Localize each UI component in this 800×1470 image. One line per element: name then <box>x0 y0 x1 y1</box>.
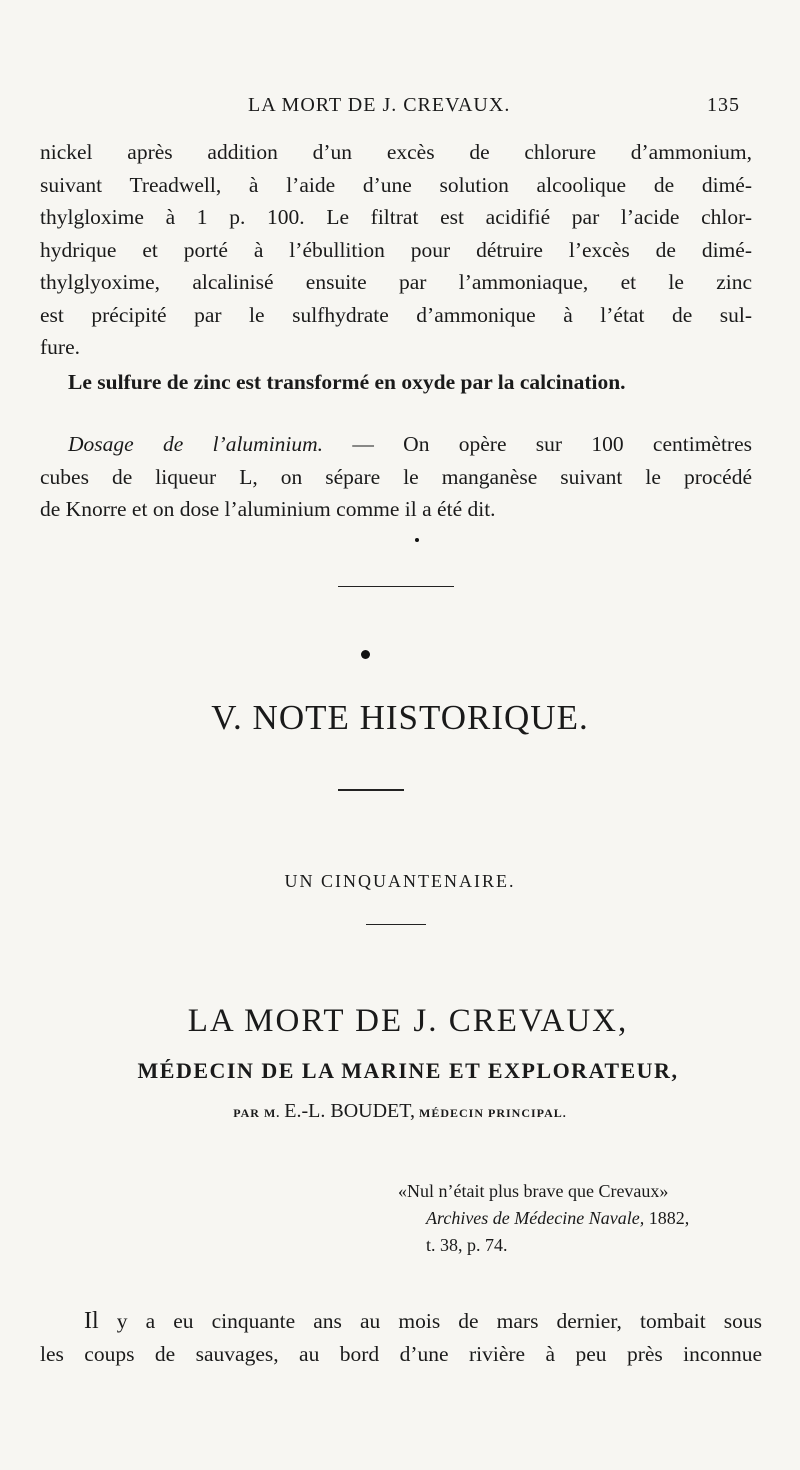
section-rule-bottom <box>366 924 426 925</box>
text-line: Le sulfure de zinc est transformé en oxyde par la calcination. <box>68 370 626 394</box>
section-title: V. NOTE HISTORIQUE. <box>211 698 589 737</box>
text-line: thylglyoxime, alcalinisé ensuite par l’ammoniaque, et le zinc <box>40 270 752 294</box>
section-rule-middle <box>338 789 404 791</box>
epigraph-reference: t. 38, p. 74. <box>426 1235 508 1255</box>
text-line: suivant Treadwell, à l’aide d’une solution alcoolique de dimé- <box>40 172 752 197</box>
epigraph-quote: «Nul n’était plus brave que Crevaux» <box>398 1181 669 1201</box>
text-line: nickel après addition d’un excès de chlorure d’ammonium, <box>40 140 752 164</box>
em-dash: — <box>323 432 404 456</box>
article-subtitle: MÉDECIN DE LA MARINE ET EXPLORATEUR, <box>137 1058 679 1083</box>
byline-par: PAR M. <box>233 1106 285 1120</box>
author-role: MÉDECIN PRINCIPAL. <box>415 1106 567 1120</box>
paragraph-aluminium <box>40 428 752 526</box>
author-name: E.-L. BOUDET, <box>284 1100 416 1122</box>
section-bullet <box>361 650 370 659</box>
epigraph-source-year: 1882, <box>644 1208 690 1228</box>
paragraph-calcination <box>40 366 752 399</box>
text-run: y a eu cinquante ans au mois de mars dernier, tombait sous <box>98 1309 762 1333</box>
text-line: les coups de sauvages, au bord d’une rivière à peu près inconnue <box>40 1341 762 1366</box>
aluminium-heading: Dosage de l’aluminium. <box>68 432 324 456</box>
text-line: est précipité par le sulfhydrate d’ammonique à l’état de sul- <box>40 302 752 327</box>
article-title: LA MORT DE J. CREVAUX, <box>187 1003 629 1039</box>
epigraph-source-title: Archives de Médecine Navale, <box>426 1208 645 1228</box>
text-run: On opère sur 100 centimètres <box>403 432 753 456</box>
epigraph-source <box>398 1205 768 1232</box>
page-number: 135 <box>707 94 740 116</box>
epigraph <box>398 1178 768 1259</box>
text-line: cubes de liqueur L, on sépare le manganèse suivant le procédé <box>40 464 752 489</box>
text-line: hydrique et porté à l’ébullition pour détruire l’excès de dimé- <box>40 237 752 262</box>
running-head-title: LA MORT DE J. CREVAUX. <box>248 94 511 116</box>
section-rule-top <box>338 586 454 587</box>
text-line: fure. <box>40 335 80 359</box>
section-subtitle: UN CINQUANTENAIRE. <box>284 871 516 891</box>
text-line: de Knorre et on dose l’aluminium comme il a été dit. <box>40 497 496 521</box>
byline <box>0 1100 800 1123</box>
drop-cap: Il <box>84 1308 99 1334</box>
text-line: thylgloxime à 1 p. 100. Le filtrat est acidifié par l’acide chlor- <box>40 205 752 229</box>
ink-speck <box>415 538 419 542</box>
text-line <box>40 1305 762 1338</box>
paragraph-opening <box>40 1305 762 1370</box>
text-line <box>40 428 752 461</box>
paragraph-nickel-zinc <box>40 136 752 364</box>
